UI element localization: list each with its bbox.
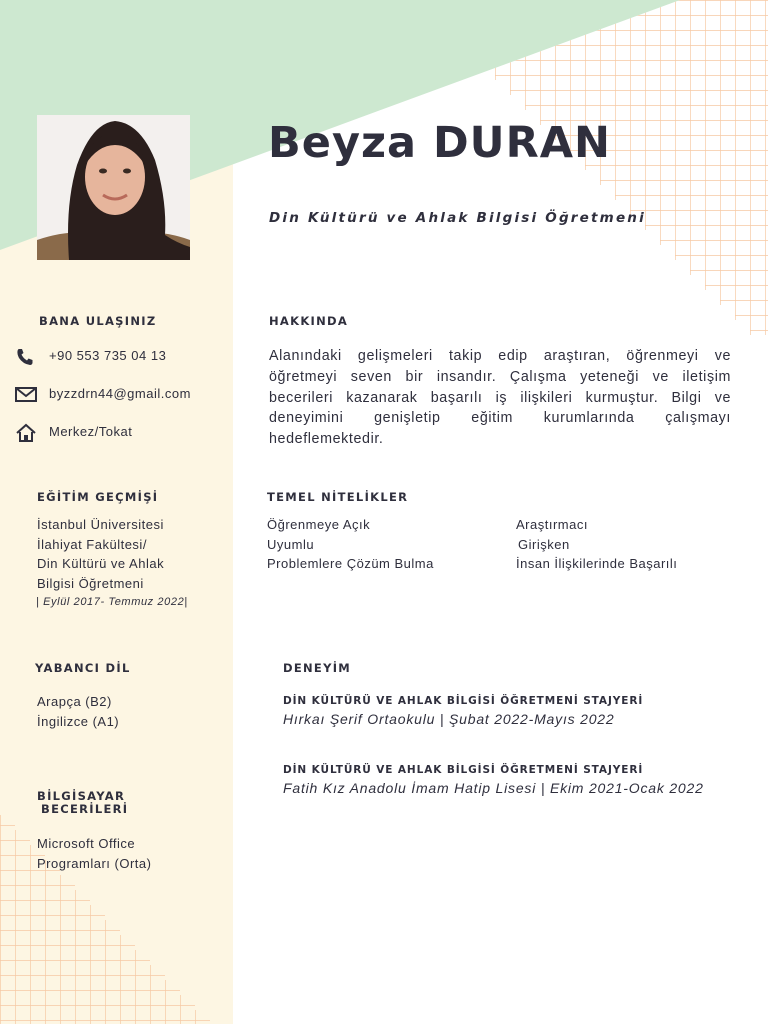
- home-icon: [15, 423, 37, 443]
- computer-skills-heading: [37, 790, 128, 816]
- education-line: Bilgisi Öğretmeni: [37, 575, 144, 591]
- education-line: Din Kültürü ve Ahlak: [37, 556, 165, 571]
- qualification-item: İnsan İlişkilerinde Başarılı: [516, 556, 678, 571]
- phone-text: +90 553 735 04 13: [49, 348, 167, 363]
- person-name: Beyza DURAN: [268, 118, 611, 168]
- education-dates: | Eylül 2017- Temmuz 2022|: [36, 596, 188, 608]
- computer-skill-line: Microsoft Office: [37, 836, 136, 851]
- computer-skill-line: Programları (Orta): [37, 855, 152, 871]
- job-1-title: DİN KÜLTÜRÜ VE AHLAK BİLGİSİ ÖĞRETMENİ STAJYERİ: [283, 695, 644, 707]
- phone-icon: [15, 347, 35, 367]
- about-text: Alanındaki gelişmeleri takip edip araştıran, öğrenmeyi ve öğretmeyi seven bir insandır. Çalışma yeteneği ve iletişim becerileri kazanarak başarılı iş ilişkileri kurmuştur. Bilgi ve deneyimini genişletip eğitim kurumlarında çalışmayı hedeflemektedir.: [269, 348, 731, 448]
- qualifications-heading: TEMEL NİTELİKLER: [267, 490, 409, 504]
- qualifications-left: [267, 515, 434, 574]
- qualification-item: Araştırmacı: [516, 517, 588, 532]
- job-2-place: Fatih Kız Anadolu İmam Hatip Lisesi | Ekim 2021-Ocak 2022: [283, 780, 704, 796]
- qualification-item: Öğrenmeye Açık: [267, 517, 371, 532]
- contact-email: [15, 384, 225, 406]
- qualifications-right: [516, 515, 677, 574]
- qualification-item: Problemlere Çözüm Bulma: [267, 556, 434, 571]
- language-item: İngilizce (A1): [37, 713, 120, 729]
- location-text: Merkez/Tokat: [49, 424, 133, 439]
- language-item: Arapça (B2): [37, 694, 112, 709]
- about-heading: HAKKINDA: [269, 314, 349, 328]
- languages-list: [37, 692, 119, 731]
- education-line: İlahiyat Fakültesi/: [37, 536, 147, 552]
- mail-icon: [15, 385, 37, 403]
- computer-heading-line: BİLGİSAYAR: [37, 789, 126, 803]
- job-2-title: DİN KÜLTÜRÜ VE AHLAK BİLGİSİ ÖĞRETMENİ STAJYERİ: [283, 764, 644, 776]
- computer-skills-list: [37, 834, 151, 873]
- email-text: byzzdrn44@gmail.com: [49, 386, 191, 401]
- contact-phone: [15, 346, 225, 368]
- contact-location: [15, 422, 225, 444]
- education-details: [37, 515, 188, 611]
- education-heading: EĞİTİM GEÇMİŞİ: [37, 490, 159, 504]
- qualification-item: Girişken: [518, 536, 570, 552]
- education-line: İstanbul Üniversitesi: [37, 517, 164, 532]
- profile-photo: [37, 115, 190, 260]
- contact-heading: BANA ULAŞINIZ: [39, 314, 157, 328]
- qualification-item: Uyumlu: [267, 536, 315, 552]
- languages-heading: YABANCI DİL: [35, 661, 131, 675]
- computer-heading-line: BECERİLERİ: [41, 802, 129, 816]
- job-title: Din Kültürü ve Ahlak Bilgisi Öğretmeni: [269, 210, 646, 226]
- job-1-place: Hırkaı Şerif Ortaokulu | Şubat 2022-Mayıs 2022: [283, 711, 615, 727]
- experience-heading: DENEYİM: [283, 661, 352, 675]
